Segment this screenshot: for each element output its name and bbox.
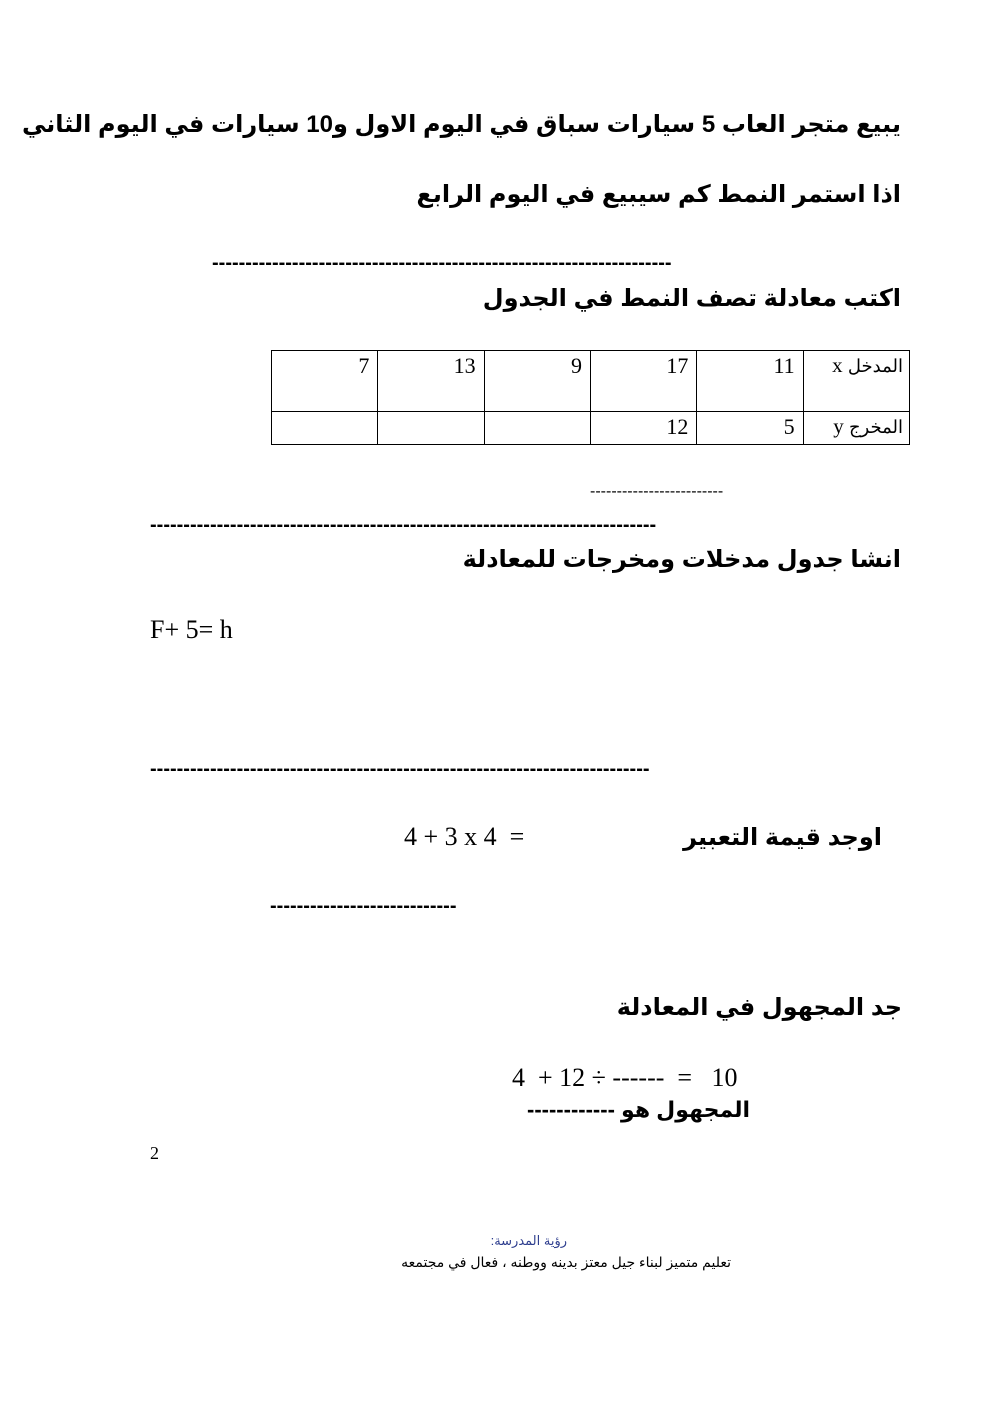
question1-line1: يبيع متجر العاب 5 سيارات سباق في اليوم الاول و10 سيارات في اليوم الثاني <box>22 111 901 138</box>
output-cell-1: 5 <box>697 412 803 445</box>
question1-line2: اذا استمر النمط كم سيبيع في اليوم الرابع <box>416 181 901 208</box>
question3-separator: --------------------------------------------------------------------------- <box>150 758 650 780</box>
question2-prompt: اكتب معادلة تصف النمط في الجدول <box>482 285 901 312</box>
footer-vision-text: تعليم متميز لبناء جيل معتز بدينه ووطنه ، فعال في مجتمعه <box>401 1254 731 1270</box>
input-cell-5: 7 <box>272 351 378 412</box>
question4-prompt: اوجد قيمة التعبير <box>683 824 882 851</box>
output-header-var: y <box>833 414 844 438</box>
input-output-table <box>271 350 910 445</box>
output-header-text: المخرج <box>848 417 903 437</box>
output-cell-5[interactable] <box>272 412 378 445</box>
input-header-var: x <box>832 353 843 377</box>
question3-prompt: انشا جدول مدخلات ومخرجات للمعادلة <box>462 546 901 573</box>
question2-answer-line[interactable]: ------------------------- <box>590 483 724 500</box>
page-number: 2 <box>150 1143 159 1163</box>
table-row-output <box>272 412 910 445</box>
input-cell-4: 13 <box>378 351 484 412</box>
question4-expression: 4 + 3 x 4 = <box>404 822 525 851</box>
footer-vision-title: رؤية المدرسة: <box>490 1233 567 1248</box>
question5-prompt: جد المجهول في المعادلة <box>616 994 902 1021</box>
question3-equation: F+ 5= h <box>150 615 233 644</box>
question1-answer-line[interactable]: --------------------------------------------------------------------- <box>212 252 672 274</box>
input-header-text: المدخل <box>847 356 903 376</box>
input-cell-3: 9 <box>484 351 590 412</box>
output-cell-2: 12 <box>590 412 696 445</box>
question2-separator: ---------------------------------------------------------------------------- <box>150 514 657 536</box>
question5-unknown-label[interactable]: المجهول هو ------------ <box>527 1097 750 1122</box>
input-header <box>803 351 909 412</box>
input-cell-2: 17 <box>590 351 696 412</box>
output-header <box>803 412 909 445</box>
output-cell-3[interactable] <box>484 412 590 445</box>
output-cell-4[interactable] <box>378 412 484 445</box>
table-row-input <box>272 351 910 412</box>
question5-equation: 4 + 12 ÷ ------ = 10 <box>512 1063 738 1092</box>
question4-answer-line[interactable]: ---------------------------- <box>270 895 457 917</box>
input-cell-1: 11 <box>697 351 803 412</box>
